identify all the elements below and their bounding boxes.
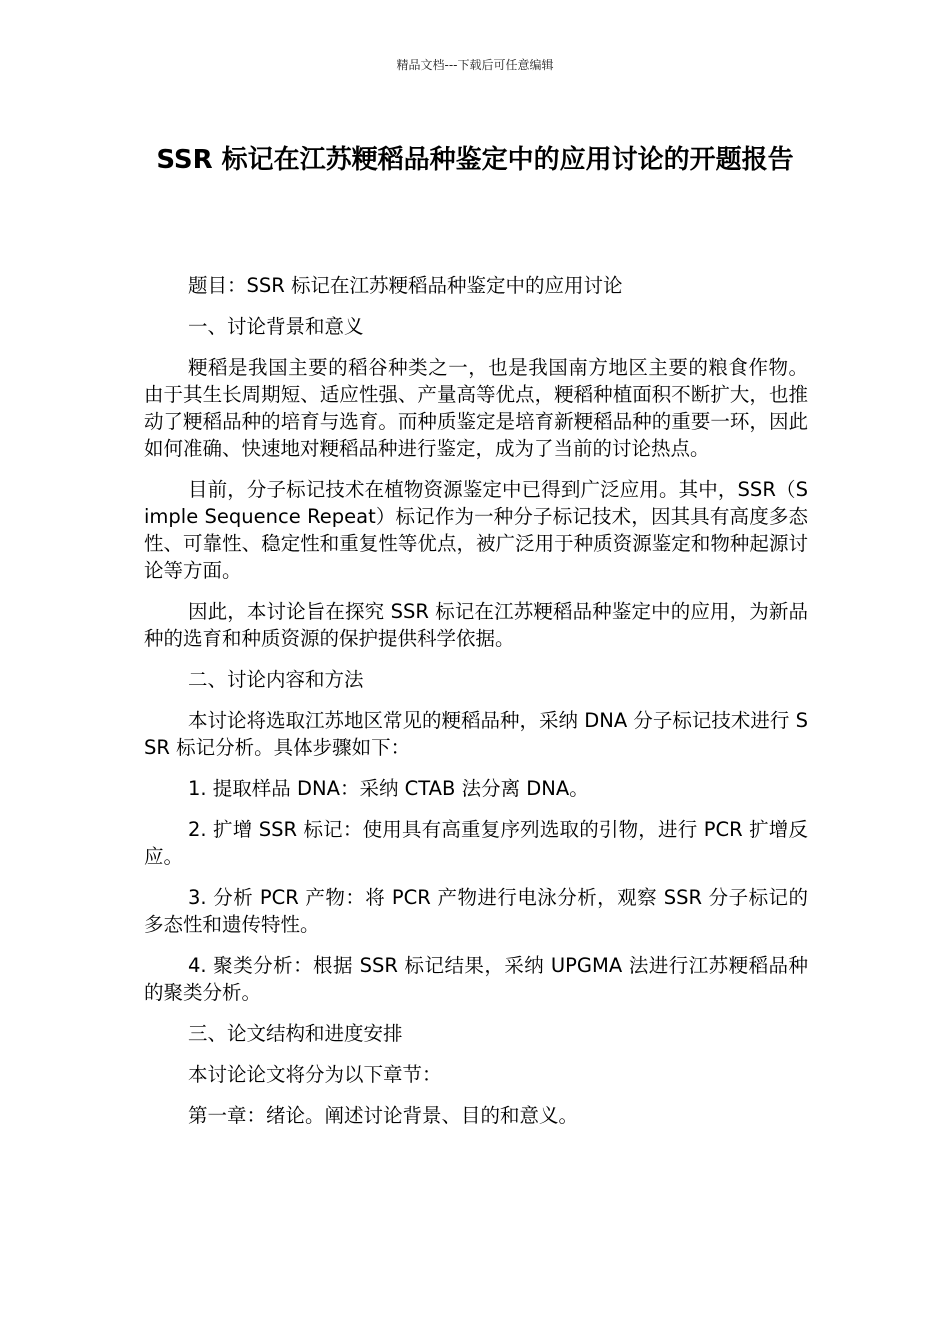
document-body <box>144 272 808 1143</box>
paragraph-chapter-1: 第一章：绪论。阐述讨论背景、目的和意义。 <box>188 1104 579 1127</box>
page-header: 精品文档---下载后可任意编辑 <box>396 58 554 72</box>
paragraph-background: 粳稻是我国主要的稻谷种类之一，也是我国南方地区主要的粮食作物。由于其生长周期短、适应性强、产量高等优点，粳稻种植面积不断扩大，也推动了粳稻品种的培育与选育。而种质鉴定是培育新粳稻品种的重要一环，因此如何准确、快速地对粳稻品种进行鉴定，成为了当前的讨论热点。 <box>144 356 808 460</box>
paragraph-ssr-intro: 目前，分子标记技术在植物资源鉴定中已得到广泛应用。其中，SSR（Simple Sequence Repeat）标记作为一种分子标记技术，因其具有高度多态性、可靠性、稳定性和重复性等优点，被广泛用于种质资源鉴定和物种起源讨论等方面。 <box>144 478 808 582</box>
section-heading-methods: 二、讨论内容和方法 <box>188 668 364 691</box>
method-step-3: 3. 分析 PCR 产物：将 PCR 产物进行电泳分析，观察 SSR 分子标记的多态性和遗传特性。 <box>144 886 808 936</box>
paragraph-topic: 题目：SSR 标记在江苏粳稻品种鉴定中的应用讨论 <box>188 274 623 297</box>
paragraph-methods-intro: 本讨论将选取江苏地区常见的粳稻品种，采纳 DNA 分子标记技术进行 SSR 标记分析。具体步骤如下： <box>144 709 808 759</box>
paragraph-aim: 因此，本讨论旨在探究 SSR 标记在江苏粳稻品种鉴定中的应用，为新品种的选育和种质资源的保护提供科学依据。 <box>144 600 808 650</box>
section-heading-structure: 三、论文结构和进度安排 <box>188 1022 403 1045</box>
document-title: SSR 标记在江苏粳稻品种鉴定中的应用讨论的开题报告 <box>156 145 794 175</box>
method-step-1: 1. 提取样品 DNA：采纳 CTAB 法分离 DNA。 <box>188 777 589 800</box>
method-step-4: 4. 聚类分析：根据 SSR 标记结果，采纳 UPGMA 法进行江苏粳稻品种的聚类分析。 <box>144 954 808 1004</box>
method-step-2: 2. 扩增 SSR 标记：使用具有高重复序列选取的引物，进行 PCR 扩增反应。 <box>144 818 808 868</box>
paragraph-chapters-intro: 本讨论论文将分为以下章节： <box>188 1063 442 1086</box>
section-heading-background: 一、讨论背景和意义 <box>188 315 364 338</box>
